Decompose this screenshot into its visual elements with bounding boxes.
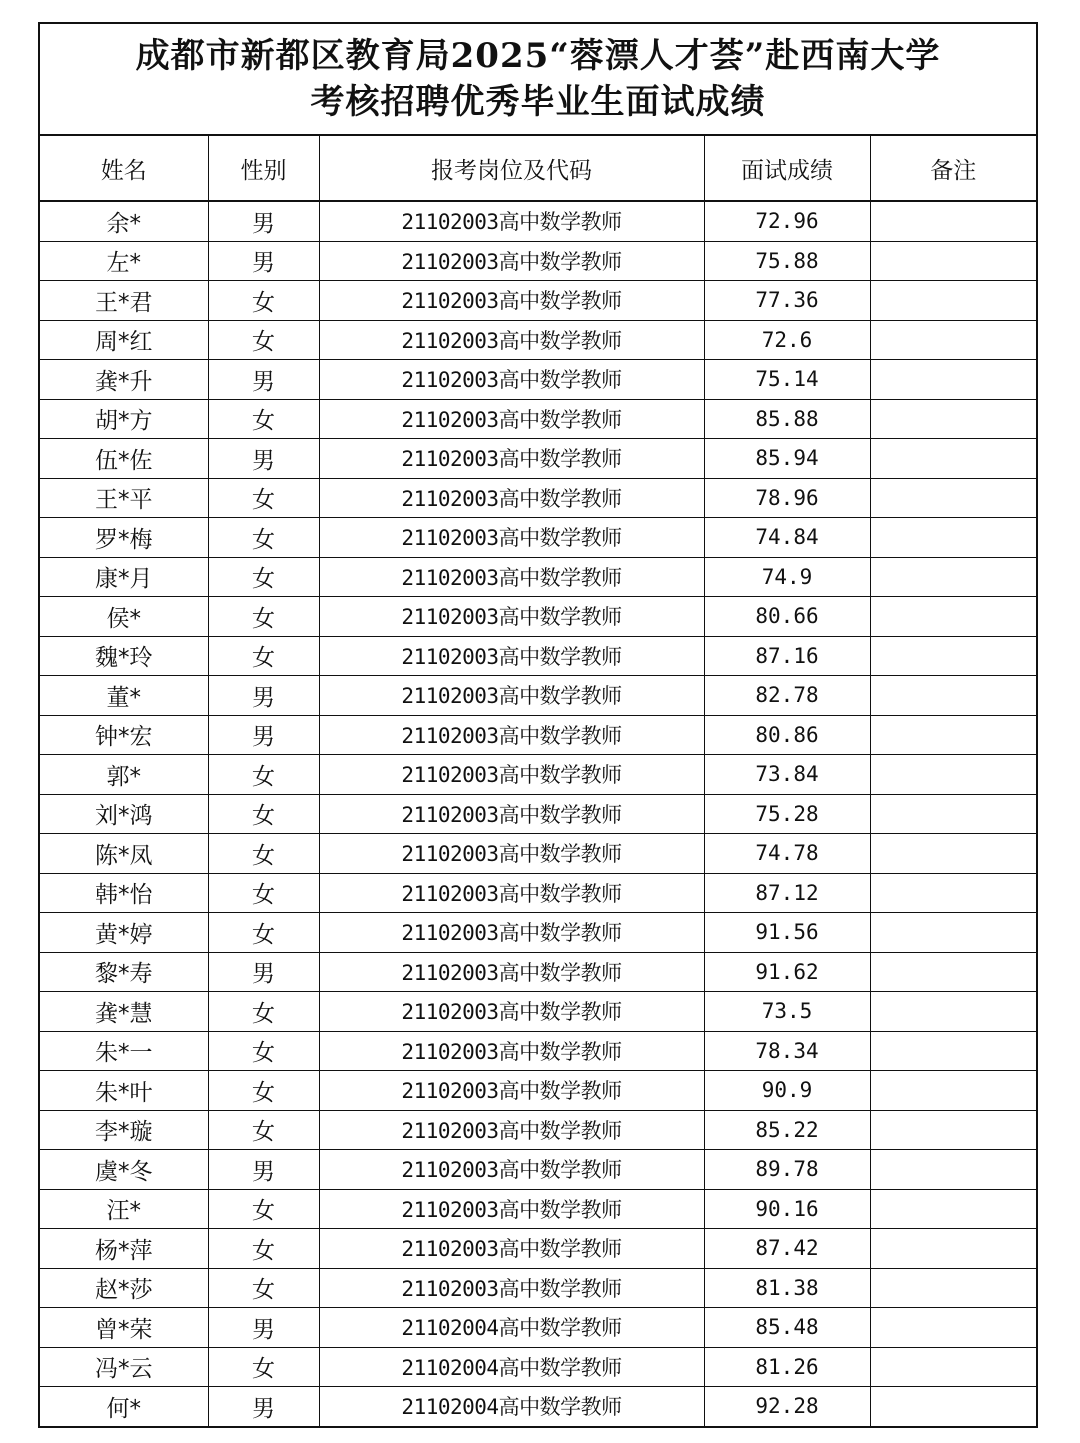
- cell-post: 21102003高中数学教师: [319, 597, 704, 637]
- cell-name: 曾*荣: [40, 1308, 208, 1348]
- cell-gender: 男: [208, 1308, 319, 1348]
- table-row: [40, 636, 1036, 676]
- table-row: [40, 834, 1036, 874]
- cell-gender: 男: [208, 676, 319, 716]
- cell-score: 85.48: [704, 1308, 870, 1348]
- cell-gender: 男: [208, 241, 319, 281]
- cell-name: 杨*萍: [40, 1229, 208, 1269]
- cell-gender: 男: [208, 1387, 319, 1426]
- cell-gender: 女: [208, 794, 319, 834]
- cell-note: [870, 281, 1036, 321]
- cell-note: [870, 992, 1036, 1032]
- cell-note: [870, 1071, 1036, 1111]
- table-row: [40, 1110, 1036, 1150]
- cell-score: 73.84: [704, 755, 870, 795]
- cell-name: 龚*慧: [40, 992, 208, 1032]
- cell-note: [870, 1189, 1036, 1229]
- table-row: [40, 913, 1036, 953]
- score-sheet: [38, 22, 1038, 1428]
- cell-name: 朱*一: [40, 1031, 208, 1071]
- table-row: [40, 1150, 1036, 1190]
- cell-post: 21102004高中数学教师: [319, 1387, 704, 1426]
- cell-note: [870, 913, 1036, 953]
- cell-post: 21102003高中数学教师: [319, 320, 704, 360]
- cell-note: [870, 320, 1036, 360]
- cell-score: 82.78: [704, 676, 870, 716]
- header-row: [40, 136, 1036, 201]
- cell-score: 89.78: [704, 1150, 870, 1190]
- cell-note: [870, 1110, 1036, 1150]
- cell-gender: 女: [208, 1031, 319, 1071]
- cell-note: [870, 201, 1036, 241]
- cell-score: 75.88: [704, 241, 870, 281]
- cell-note: [870, 834, 1036, 874]
- cell-name: 罗*梅: [40, 518, 208, 558]
- cell-note: [870, 755, 1036, 795]
- cell-score: 74.9: [704, 557, 870, 597]
- table-row: [40, 439, 1036, 479]
- cell-score: 80.86: [704, 715, 870, 755]
- cell-gender: 男: [208, 360, 319, 400]
- cell-gender: 女: [208, 1268, 319, 1308]
- cell-gender: 女: [208, 518, 319, 558]
- cell-name: 康*月: [40, 557, 208, 597]
- cell-score: 92.28: [704, 1387, 870, 1426]
- cell-note: [870, 873, 1036, 913]
- header-score: 面试成绩: [704, 136, 870, 201]
- cell-name: 赵*莎: [40, 1268, 208, 1308]
- cell-note: [870, 794, 1036, 834]
- cell-gender: 女: [208, 320, 319, 360]
- cell-post: 21102003高中数学教师: [319, 755, 704, 795]
- cell-post: 21102003高中数学教师: [319, 952, 704, 992]
- table-row: [40, 755, 1036, 795]
- table-row: [40, 281, 1036, 321]
- cell-name: 侯*: [40, 597, 208, 637]
- table-row: [40, 794, 1036, 834]
- cell-post: 21102003高中数学教师: [319, 1150, 704, 1190]
- cell-post: 21102003高中数学教师: [319, 794, 704, 834]
- cell-post: 21102004高中数学教师: [319, 1347, 704, 1387]
- cell-score: 87.42: [704, 1229, 870, 1269]
- cell-name: 郭*: [40, 755, 208, 795]
- header-name: 姓名: [40, 136, 208, 201]
- cell-score: 91.56: [704, 913, 870, 953]
- cell-name: 朱*叶: [40, 1071, 208, 1111]
- table-row: [40, 241, 1036, 281]
- cell-note: [870, 597, 1036, 637]
- cell-post: 21102003高中数学教师: [319, 518, 704, 558]
- cell-post: 21102003高中数学教师: [319, 913, 704, 953]
- cell-note: [870, 360, 1036, 400]
- cell-score: 78.34: [704, 1031, 870, 1071]
- cell-score: 73.5: [704, 992, 870, 1032]
- table-row: [40, 1347, 1036, 1387]
- cell-gender: 女: [208, 1189, 319, 1229]
- cell-gender: 女: [208, 1110, 319, 1150]
- table-body: [40, 201, 1036, 1426]
- cell-name: 冯*云: [40, 1347, 208, 1387]
- cell-note: [870, 715, 1036, 755]
- cell-post: 21102003高中数学教师: [319, 1268, 704, 1308]
- cell-gender: 男: [208, 201, 319, 241]
- cell-note: [870, 1387, 1036, 1426]
- cell-note: [870, 1268, 1036, 1308]
- cell-name: 刘*鸿: [40, 794, 208, 834]
- cell-post: 21102003高中数学教师: [319, 241, 704, 281]
- cell-post: 21102003高中数学教师: [319, 557, 704, 597]
- score-table: [40, 136, 1036, 1426]
- cell-note: [870, 241, 1036, 281]
- cell-gender: 女: [208, 281, 319, 321]
- cell-name: 左*: [40, 241, 208, 281]
- cell-name: 王*平: [40, 478, 208, 518]
- cell-gender: 女: [208, 873, 319, 913]
- table-row: [40, 399, 1036, 439]
- table-row: [40, 201, 1036, 241]
- cell-score: 90.16: [704, 1189, 870, 1229]
- cell-name: 龚*升: [40, 360, 208, 400]
- table-row: [40, 360, 1036, 400]
- cell-name: 魏*玲: [40, 636, 208, 676]
- table-row: [40, 557, 1036, 597]
- cell-name: 伍*佐: [40, 439, 208, 479]
- cell-score: 75.28: [704, 794, 870, 834]
- cell-note: [870, 1031, 1036, 1071]
- cell-score: 74.84: [704, 518, 870, 558]
- cell-post: 21102003高中数学教师: [319, 1189, 704, 1229]
- table-row: [40, 715, 1036, 755]
- cell-gender: 女: [208, 478, 319, 518]
- cell-post: 21102003高中数学教师: [319, 439, 704, 479]
- cell-post: 21102003高中数学教师: [319, 992, 704, 1032]
- table-row: [40, 992, 1036, 1032]
- cell-post: 21102003高中数学教师: [319, 281, 704, 321]
- cell-name: 何*: [40, 1387, 208, 1426]
- cell-score: 72.6: [704, 320, 870, 360]
- cell-gender: 女: [208, 913, 319, 953]
- cell-post: 21102003高中数学教师: [319, 478, 704, 518]
- cell-note: [870, 557, 1036, 597]
- cell-post: 21102003高中数学教师: [319, 1071, 704, 1111]
- cell-name: 钟*宏: [40, 715, 208, 755]
- header-note: 备注: [870, 136, 1036, 201]
- cell-post: 21102003高中数学教师: [319, 1031, 704, 1071]
- cell-post: 21102003高中数学教师: [319, 360, 704, 400]
- cell-name: 黄*婷: [40, 913, 208, 953]
- cell-name: 余*: [40, 201, 208, 241]
- table-row: [40, 1308, 1036, 1348]
- table-row: [40, 676, 1036, 716]
- cell-gender: 女: [208, 557, 319, 597]
- cell-gender: 男: [208, 715, 319, 755]
- cell-score: 85.88: [704, 399, 870, 439]
- cell-score: 77.36: [704, 281, 870, 321]
- table-row: [40, 1031, 1036, 1071]
- cell-gender: 女: [208, 834, 319, 874]
- cell-score: 72.96: [704, 201, 870, 241]
- cell-post: 21102003高中数学教师: [319, 201, 704, 241]
- table-row: [40, 1387, 1036, 1426]
- page-title-line-1: 成都市新都区教育局2025“蓉漂人才荟”赴西南大学: [135, 36, 941, 76]
- cell-post: 21102003高中数学教师: [319, 834, 704, 874]
- cell-post: 21102003高中数学教师: [319, 399, 704, 439]
- cell-note: [870, 676, 1036, 716]
- cell-name: 汪*: [40, 1189, 208, 1229]
- cell-name: 王*君: [40, 281, 208, 321]
- cell-note: [870, 399, 1036, 439]
- cell-score: 78.96: [704, 478, 870, 518]
- cell-post: 21102004高中数学教师: [319, 1308, 704, 1348]
- cell-note: [870, 478, 1036, 518]
- cell-note: [870, 439, 1036, 479]
- cell-name: 虞*冬: [40, 1150, 208, 1190]
- cell-gender: 女: [208, 1071, 319, 1111]
- cell-gender: 男: [208, 952, 319, 992]
- table-row: [40, 320, 1036, 360]
- header-gender: 性别: [208, 136, 319, 201]
- cell-score: 75.14: [704, 360, 870, 400]
- cell-gender: 男: [208, 1150, 319, 1190]
- cell-score: 87.12: [704, 873, 870, 913]
- cell-gender: 女: [208, 755, 319, 795]
- cell-name: 李*璇: [40, 1110, 208, 1150]
- table-row: [40, 478, 1036, 518]
- title-box: [40, 24, 1036, 136]
- cell-name: 周*红: [40, 320, 208, 360]
- table-row: [40, 1268, 1036, 1308]
- cell-gender: 女: [208, 1229, 319, 1269]
- cell-post: 21102003高中数学教师: [319, 873, 704, 913]
- cell-name: 董*: [40, 676, 208, 716]
- cell-note: [870, 1347, 1036, 1387]
- cell-note: [870, 518, 1036, 558]
- cell-note: [870, 1150, 1036, 1190]
- table-row: [40, 1229, 1036, 1269]
- cell-name: 陈*凤: [40, 834, 208, 874]
- table-row: [40, 518, 1036, 558]
- table-row: [40, 1071, 1036, 1111]
- cell-gender: 男: [208, 439, 319, 479]
- cell-post: 21102003高中数学教师: [319, 636, 704, 676]
- cell-note: [870, 1229, 1036, 1269]
- cell-gender: 女: [208, 597, 319, 637]
- cell-score: 74.78: [704, 834, 870, 874]
- cell-score: 80.66: [704, 597, 870, 637]
- cell-post: 21102003高中数学教师: [319, 676, 704, 716]
- table-row: [40, 873, 1036, 913]
- cell-name: 韩*怡: [40, 873, 208, 913]
- cell-name: 黎*寿: [40, 952, 208, 992]
- cell-note: [870, 952, 1036, 992]
- cell-score: 85.22: [704, 1110, 870, 1150]
- page-title-line-2: 考核招聘优秀毕业生面试成绩: [310, 82, 766, 122]
- cell-gender: 女: [208, 1347, 319, 1387]
- cell-score: 90.9: [704, 1071, 870, 1111]
- cell-post: 21102003高中数学教师: [319, 1110, 704, 1150]
- cell-score: 87.16: [704, 636, 870, 676]
- cell-note: [870, 636, 1036, 676]
- cell-name: 胡*方: [40, 399, 208, 439]
- cell-post: 21102003高中数学教师: [319, 715, 704, 755]
- cell-note: [870, 1308, 1036, 1348]
- cell-post: 21102003高中数学教师: [319, 1229, 704, 1269]
- header-post: 报考岗位及代码: [319, 136, 704, 201]
- cell-score: 81.26: [704, 1347, 870, 1387]
- cell-score: 91.62: [704, 952, 870, 992]
- cell-score: 81.38: [704, 1268, 870, 1308]
- cell-gender: 女: [208, 992, 319, 1032]
- cell-gender: 女: [208, 636, 319, 676]
- table-row: [40, 952, 1036, 992]
- table-row: [40, 597, 1036, 637]
- cell-gender: 女: [208, 399, 319, 439]
- table-row: [40, 1189, 1036, 1229]
- cell-score: 85.94: [704, 439, 870, 479]
